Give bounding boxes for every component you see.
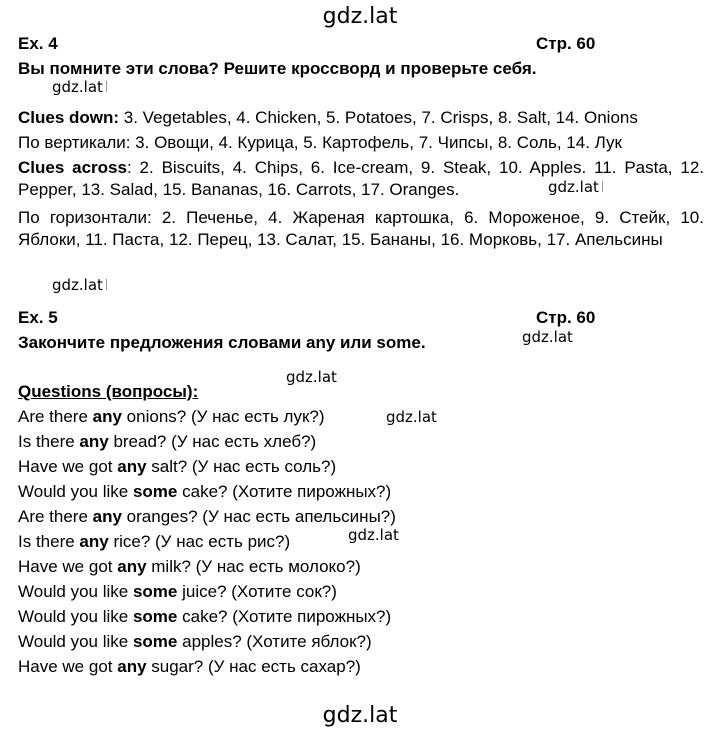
question-line: Have we got any milk? (У нас есть молоко?) <box>18 557 361 576</box>
horizontal-paragraph: По горизонтали: 2. Печенье, 4. Жареная картошка, 6. Мороженое, 9. Стейк, 10. Яблоки, 11. Паста, 12. Перец, 13. Салат, 15. Бананы, 16. Морковь, 17. Апельсины <box>18 208 704 249</box>
site-footer: gdz.lat <box>322 703 398 728</box>
question-line: Would you like some cake? (Хотите пирожных?) <box>18 482 392 501</box>
clues-down-line <box>18 107 638 129</box>
question-line: Is there any rice? (У нас есть рис?) <box>18 532 291 551</box>
site-header: gdz.lat <box>322 4 398 29</box>
clues-down-text: 3. Vegetables, 4. Chicken, 5. Potatoes, 7. Crisps, 8. Salt, 14. Onions <box>119 108 638 127</box>
question-line: Have we got any salt? (У нас есть соль?) <box>18 457 337 476</box>
clues-down-label: Clues down: <box>18 108 120 127</box>
ex5-task: Закончите предложения словами any или some. <box>18 333 426 352</box>
vertical-line: По вертикали: 3. Овощи, 4. Курица, 5. Картофель, 7. Чипсы, 8. Соль, 14. Лук <box>18 133 622 152</box>
question-line: Are there any onions? (У нас есть лук?) <box>18 407 325 426</box>
clues-across-text: : 2. Biscuits, 4. Chips, 6. Ice-cream, 9. Steak, 10. Apples. 11. Pasta, 12. Pepper, 13. Salad, 15. Bananas, 16. Carrots, 17. Oranges. <box>18 158 704 199</box>
watermark: gdz.lat <box>548 178 603 196</box>
question-line: Is there any bread? (У нас есть хлеб?) <box>18 432 317 451</box>
question-line: Would you like some cake? (Хотите пирожных?) <box>18 607 392 626</box>
clues-across-label: Clues across <box>18 158 127 177</box>
watermark: gdz.lat <box>522 328 573 346</box>
watermark: gdz.lat <box>52 276 107 294</box>
question-line: Have we got any sugar? (У нас есть сахар?) <box>18 657 361 676</box>
questions-heading: Questions (вопросы): <box>18 382 199 401</box>
watermark: gdz.lat <box>348 526 399 544</box>
question-line: Are there any oranges? (У нас есть апельсины?) <box>18 507 396 526</box>
question-line: Would you like some apples? (Хотите яблок?) <box>18 632 372 651</box>
question-line: Would you like some juice? (Хотите сок?) <box>18 582 337 601</box>
ex4-title: Ex. 4 <box>18 34 58 53</box>
ex5-page-ref: Стр. 60 <box>536 308 596 327</box>
watermark: gdz.lat <box>386 408 437 426</box>
watermark: gdz.lat <box>286 368 337 386</box>
ex5-title: Ex. 5 <box>18 308 58 327</box>
watermark: gdz.lat <box>52 78 107 96</box>
ex4-page-ref: Стр. 60 <box>536 34 596 53</box>
ex4-task: Вы помните эти слова? Решите кроссворд и проверьте себя. <box>18 59 537 78</box>
